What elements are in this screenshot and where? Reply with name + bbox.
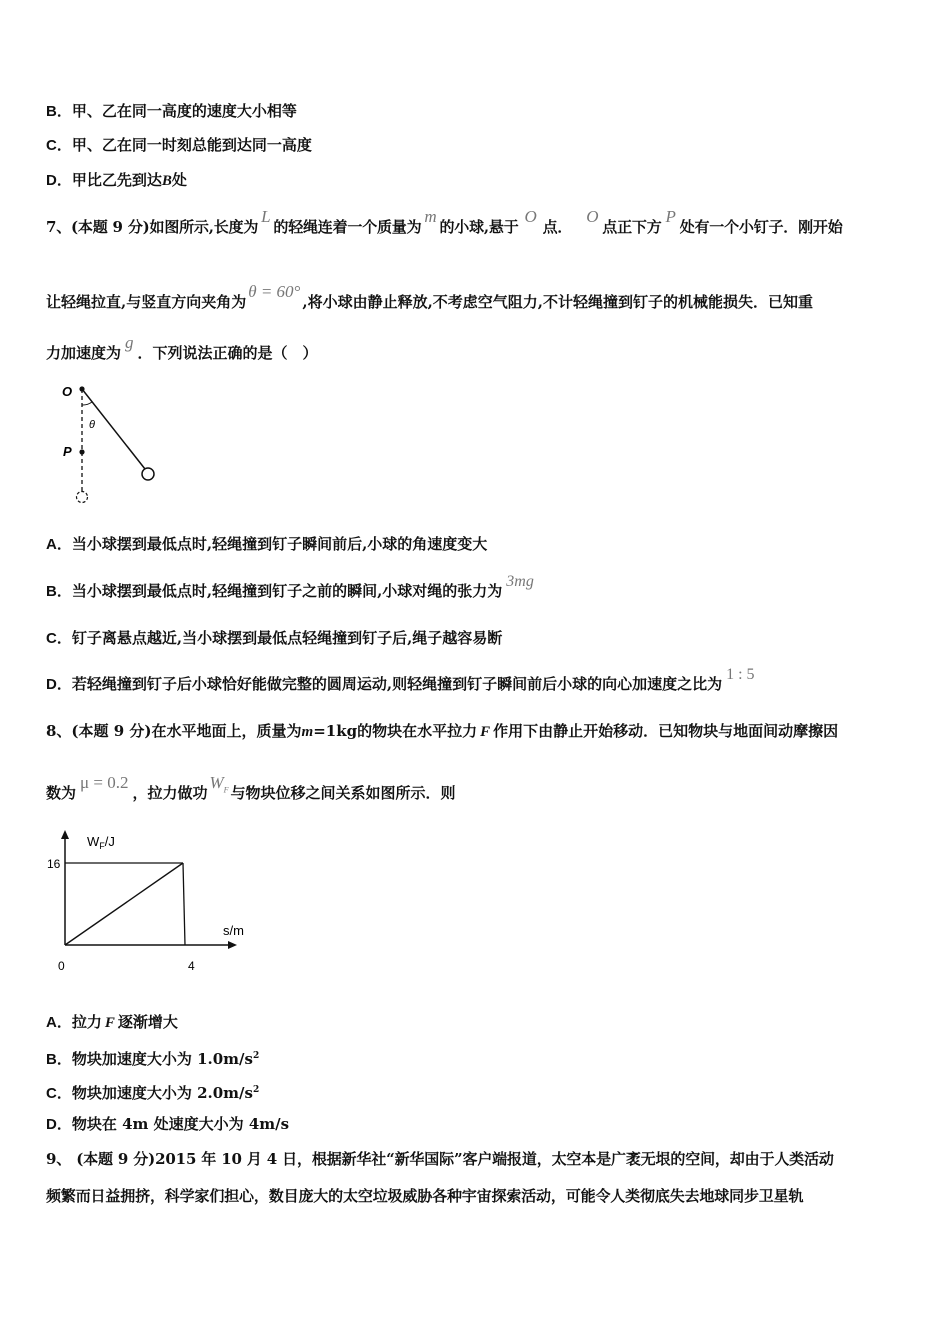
q6-option-b: B．甲、乙在同一高度的速度大小相等 bbox=[46, 102, 297, 120]
y-axis-label: $W_F/J$ bbox=[87, 834, 115, 851]
x-tick-label-origin: 0 bbox=[58, 959, 65, 973]
q9-stem-line1: 9、 (本题 9 分)2015 年 10 月 4 日，根据新华社“新华国际”客户端报道，太空本是广袤无垠的空间，却由于人类活动 bbox=[46, 1150, 834, 1168]
x-axis-label: s/m bbox=[223, 923, 244, 938]
q7-stem-line3: 力加速度为g．下列说法正确的是（ ） bbox=[46, 333, 318, 362]
q8-option-c: C．物块加速度大小为 $2.0m/s^2$ bbox=[46, 1084, 260, 1102]
q6-option-c: C．甲、乙在同一时刻总能到达同一高度 bbox=[46, 136, 312, 154]
y-tick-label: 16 bbox=[47, 857, 61, 871]
q8-option-d: D．物块在 4m 处速度大小为 4m/s bbox=[46, 1115, 290, 1133]
ball-lowest-dashed bbox=[77, 492, 88, 503]
q7-option-b: B．当小球摆到最低点时,轻绳撞到钉子之前的瞬间,小球对绳的张力为3mg bbox=[46, 573, 534, 600]
x-tick-label: 4 bbox=[188, 959, 195, 973]
x-axis-arrow bbox=[228, 941, 237, 949]
q8-option-b: B．物块加速度大小为 $1.0m/s^2$ bbox=[46, 1050, 260, 1068]
nail-point bbox=[79, 449, 84, 454]
y-axis-arrow bbox=[61, 830, 69, 839]
wf-displacement-chart bbox=[40, 825, 265, 980]
q9-stem-line2: 频繁而日益拥挤，科学家们担心，数目庞大的太空垃圾威胁各种宇宙探索活动，可能令人类彻底失去地球同步卫星轨 bbox=[46, 1187, 804, 1205]
q7-stem-line2: 让轻绳拉直,与竖直方向夹角为θ = 60°,将小球由静止释放,不考虑空气阻力,不计轻绳撞到钉子的机械能损失．已知重 bbox=[46, 282, 814, 311]
q7-stem-line1: 7、(本题 9 分)如图所示,长度为L的轻绳连着一个质量为m的小球,悬于O点．O点正下方P处有一个小钉子．刚开始 bbox=[46, 207, 843, 236]
ball-circle bbox=[142, 468, 154, 480]
fig-label-p: P bbox=[63, 444, 72, 459]
angle-arc bbox=[82, 402, 92, 405]
q7-option-c: C．钉子离悬点越近,当小球摆到最低点轻绳撞到钉子后,绳子越容易断 bbox=[46, 629, 503, 647]
q7-option-a: A．当小球摆到最低点时,轻绳撞到钉子瞬间前后,小球的角速度变大 bbox=[46, 535, 488, 553]
pendulum-figure bbox=[55, 375, 170, 510]
q8-stem-line2: 数为μ = 0.2，拉力做功$W_F$ 与物块位移之间关系如图所示．则 bbox=[46, 773, 456, 802]
q8-option-a: A．拉力 F 逐渐增大 bbox=[46, 1013, 178, 1031]
q6-option-d: D．甲比乙先到达B处 bbox=[46, 171, 187, 189]
wf-symbol: $W_F$ bbox=[209, 773, 229, 795]
fig-label-theta: θ bbox=[89, 419, 95, 431]
series-line-wf bbox=[65, 863, 183, 945]
q8-stem-line1: 8、(本题 9 分)在水平地面上，质量为m=1kg的物块在水平拉力 F 作用下由静止开始移动．已知物块与地面间动摩擦因 bbox=[46, 722, 839, 740]
guide-line-right bbox=[183, 863, 185, 945]
fig-label-o: O bbox=[62, 384, 73, 399]
q7-option-d: D．若轻绳撞到钉子后小球恰好能做完整的圆周运动,则轻绳撞到钉子瞬间前后小球的向心加速度之比为1 : 5 bbox=[46, 666, 755, 693]
